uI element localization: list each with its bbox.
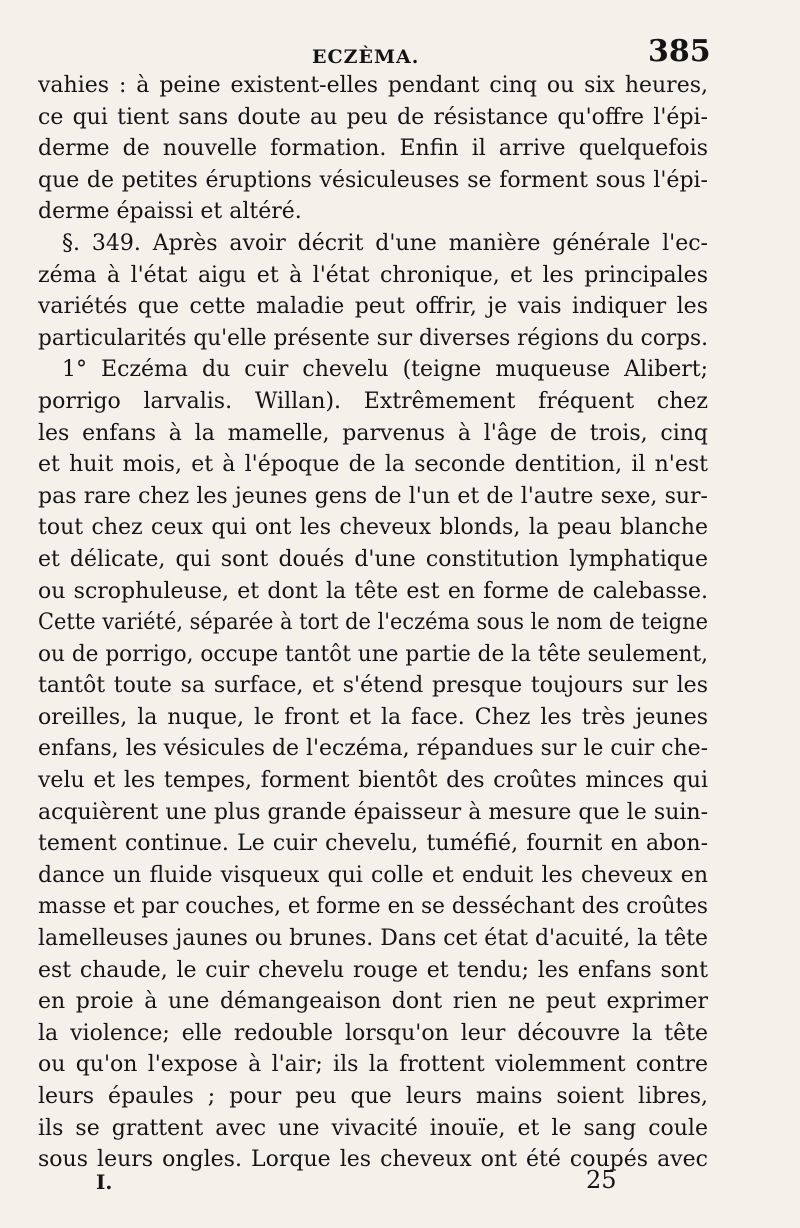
page-footer <box>0 1162 800 1202</box>
text-line: derme épaissi et altéré. <box>38 199 302 225</box>
text-line: tement continue. Le cuir chevelu, tuméfié, fournit en abon- <box>38 831 708 857</box>
text-line: enfans, les vésicules de l'eczéma, répandues sur le cuir che- <box>38 736 708 762</box>
running-title: ECZÈMA. <box>312 46 420 68</box>
text-line: et huit mois, et à l'époque de la seconde dentition, il n'est <box>38 452 708 478</box>
text-line: Cette variété, séparée à tort de l'eczéma sous le nom de teigne <box>38 610 708 636</box>
text-line: variétés que cette maladie peut offrir, je vais indiquer les <box>38 294 708 320</box>
signature-mark: I. <box>96 1170 113 1194</box>
text-line: que de petites éruptions vésiculeuses se forment sous l'épi- <box>38 167 708 193</box>
text-line: acquièrent une plus grande épaisseur à mesure que le suin- <box>38 799 708 825</box>
text-line: lamelleuses jaunes ou brunes. Dans cet état d'acuité, la tête <box>38 926 708 952</box>
text-line: vahies : à peine existent-elles pendant cinq ou six heures, <box>38 73 708 98</box>
text-line: leurs épaules ; pour peu que leurs mains soient libres, <box>38 1084 708 1109</box>
text-line: ils se grattent avec une vivacité inouïe, et le sang coule <box>38 1115 708 1141</box>
text-line: les enfans à la mamelle, parvenus à l'âge de trois, cinq <box>38 420 708 446</box>
page-number: 385 <box>648 34 711 69</box>
text-line: particularités qu'elle présente sur diverses régions du corps. <box>38 325 708 351</box>
text-line: porrigo larvalis. Willan). Extrêmement fréquent chez <box>38 388 708 414</box>
text-line: dance un fluide visqueux qui colle et enduit les cheveux en <box>38 862 708 888</box>
text-line: §. 349. Après avoir décrit d'une manière générale l'ec- <box>62 230 708 256</box>
text-line: ou de porrigo, occupe tantôt une partie de la tête seulement, <box>38 641 708 667</box>
text-line: ou qu'on l'expose à l'air; ils la frottent violemment contre <box>38 1052 708 1078</box>
text-line: en proie à une démangeaison dont rien ne peut exprimer <box>38 989 708 1015</box>
text-line: la violence; elle redouble lorsqu'on leur découvre la tête <box>38 1020 708 1046</box>
body-text <box>38 70 708 1176</box>
text-line: pas rare chez les jeunes gens de l'un et de l'autre sexe, sur- <box>38 483 708 509</box>
text-line: zéma à l'état aigu et à l'état chronique, et les principales <box>38 262 708 288</box>
text-line: oreilles, la nuque, le front et la face. Chez les très jeunes <box>38 704 708 730</box>
text-line: velu et les tempes, forment bientôt des croûtes minces qui <box>38 768 708 794</box>
page-header <box>0 34 800 74</box>
text-line: tout chez ceux qui ont les cheveux blonds, la peau blanche <box>38 515 708 541</box>
sheet-number: 25 <box>586 1166 617 1194</box>
text-line: ou scrophuleuse, et dont la tête est en forme de calebasse. <box>38 578 708 604</box>
text-line: ce qui tient sans doute au peu de résistance qu'offre l'épi- <box>38 104 708 130</box>
text-line: 1° Eczéma du cuir chevelu (teigne muqueuse Alibert; <box>62 357 708 383</box>
text-line: sous leurs ongles. Lorque les cheveux ont été coupés avec <box>38 1147 708 1173</box>
text-line: est chaude, le cuir chevelu rouge et tendu; les enfans sont <box>38 957 708 983</box>
text-line: derme de nouvelle formation. Enfin il arrive quelquefois <box>38 136 708 162</box>
text-line: masse et par couches, et forme en se desséchant des croûtes <box>38 894 708 920</box>
text-line: tantôt toute sa surface, et s'étend presque toujours sur les <box>38 673 708 699</box>
text-line: et délicate, qui sont doués d'une constitution lymphatique <box>38 546 708 572</box>
